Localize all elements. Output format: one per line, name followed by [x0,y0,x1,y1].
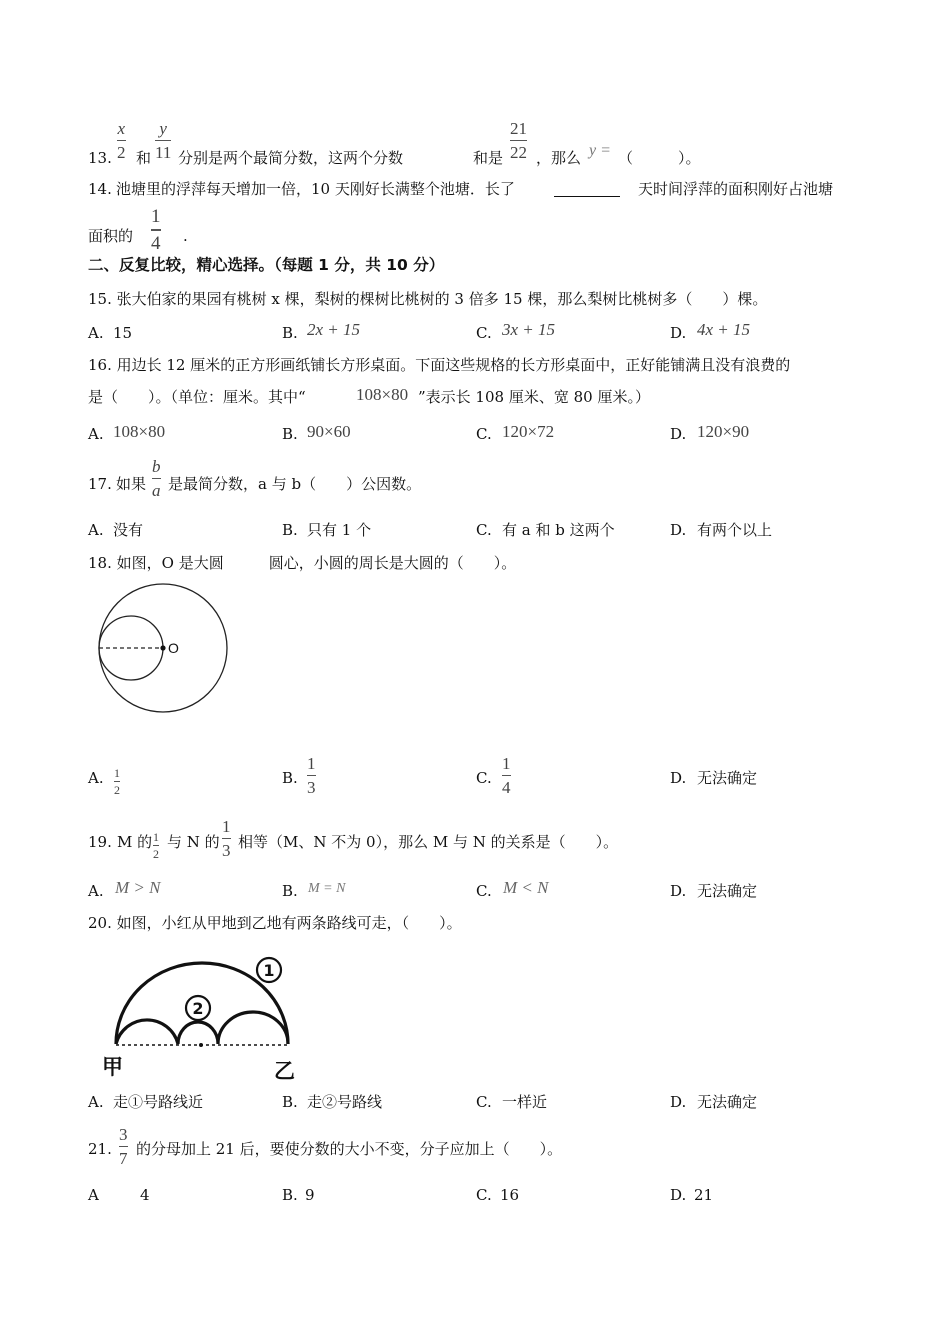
question-text: 如果 [116,475,147,493]
circles-figure [96,582,236,718]
option-label: B. [282,324,298,342]
question-text: 面积的 [88,227,134,245]
question-stem: 16. 用边长 12 厘米的正方形画纸铺长方形桌面。下面这些规格的长方形桌面中，正好能铺满且没有浪费的 [88,356,791,374]
option-value: 走②号路线 [307,1093,383,1111]
option-label: D. [670,882,687,900]
fraction-21-over-22: 21 22 [510,119,527,162]
option-value: 108×80 [113,422,166,441]
option-label: D. [670,324,687,342]
connector-text: 和 [136,149,152,167]
option-label: C. [476,769,492,787]
fraction-1-over-2: 1 2 [114,766,120,797]
route-2-label: 2 [192,999,204,1018]
fraction-1-over-2: 1 2 [153,830,159,861]
option-label: A. [88,769,104,787]
option-label: B. [282,882,298,900]
route-1-label: 1 [263,961,275,980]
center-label: O [168,640,179,656]
option-value: M > N [115,878,161,897]
option-label: B. [282,425,298,443]
question-stem: 是（ ）。（单位：厘米。其中“ [88,388,306,406]
option-label: C. [476,324,492,342]
end-label: 乙 [274,1059,295,1082]
question-text: ，那么 [536,149,582,167]
option-value: 120×72 [502,422,555,441]
option-label: A. [88,1093,104,1111]
option-value: 无法确定 [697,1093,758,1111]
option-label: D. [670,521,687,539]
option-value: M < N [503,878,549,897]
question-text: 的分母加上 21 后，要使分数的大小不变，分子应加上（ ）。 [136,1140,563,1158]
option-label: A [88,1186,99,1204]
fraction-3-over-7: 3 7 [119,1125,128,1168]
question-number: 21. [88,1140,112,1158]
option-label: D. [670,1186,687,1204]
question-text: 池塘里的浮萍每天增加一倍，10 天刚好长满整个池塘．长了 [116,180,515,198]
option-label: B. [282,769,298,787]
fraction-b-over-a: b a [152,457,161,500]
question-text: 是最简分数，a 与 b（ ）公因数。 [168,475,422,493]
option-value: 没有 [113,521,144,539]
question-text: M 的 [117,833,153,851]
question-number: 14. [88,180,112,198]
question-text: 与 N 的 [167,833,220,851]
option-label: D. [670,1093,687,1111]
answer-parenthesis: （ ）。 [618,149,701,167]
center-point [160,645,165,650]
period: . [183,227,188,245]
option-value: 90×60 [307,422,351,441]
question-stem: 18. 如图，O 是大圆 圆心，小圆的周长是大圆的（ ）。 [88,554,517,572]
question-stem: 15. 张大伯家的果园有桃树 x 棵，梨树的棵树比桃树的 3 倍多 15 棵，那么梨树比桃树多（ ）棵。 [88,290,768,308]
math-expression: y = [589,142,611,159]
option-value: 16 [500,1186,520,1204]
option-label: B. [282,1186,298,1204]
fraction-1-over-4: 1 4 [151,206,161,254]
fraction-1-over-3: 1 3 [307,754,316,797]
question-number: 19. [88,833,112,851]
option-value: 4x + 15 [697,320,751,339]
option-value: 15 [113,324,133,342]
option-value: M = N [308,881,346,896]
option-label: D. [670,769,687,787]
option-label: A. [88,521,104,539]
option-label: B. [282,521,298,539]
option-value: 4 [140,1186,150,1204]
question-text: 相等（M、N 不为 0），那么 M 与 N 的关系是（ ）。 [238,833,619,851]
option-label: C. [476,882,492,900]
option-value: 无法确定 [697,769,758,787]
answer-blank[interactable] [554,182,620,200]
option-value: 有 a 和 b 这两个 [502,521,615,539]
question-stem: ”表示长 108 厘米、宽 80 厘米。） [418,388,650,406]
option-value: 120×90 [697,422,750,441]
option-value: 一样近 [502,1093,548,1111]
routes-figure [100,950,300,1082]
fraction-1-over-3: 1 3 [222,817,231,860]
option-value: 有两个以上 [697,521,773,539]
option-value: 21 [694,1186,714,1204]
option-label: C. [476,521,492,539]
option-value: 3x + 15 [502,320,556,339]
option-label: C. [476,1093,492,1111]
fraction-x-over-2: x 2 [117,119,126,162]
option-value: 只有 1 个 [307,521,372,539]
option-value: 9 [305,1186,315,1204]
math-expression: 108×80 [356,385,409,404]
option-value: 走①号路线近 [113,1093,204,1111]
question-text: 分别是两个最简分数，这两个分数 [178,149,404,167]
option-label: C. [476,1186,492,1204]
option-label: A. [88,882,104,900]
question-text: 天时间浮萍的面积刚好占池塘 [638,180,834,198]
start-label: 甲 [102,1055,123,1079]
option-label: A. [88,425,104,443]
option-label: B. [282,1093,298,1111]
option-label: C. [476,425,492,443]
option-label: D. [670,425,687,443]
fraction-y-over-11: y 11 [155,119,172,162]
section-heading: 二、反复比较，精心选择。（每题 1 分，共 10 分） [88,256,445,274]
option-value: 2x + 15 [307,320,361,339]
question-stem: 20. 如图，小红从甲地到乙地有两条路线可走，（ ）。 [88,914,462,932]
question-text: 和是 [473,149,504,167]
question-number: 17. [88,475,112,493]
option-label: A. [88,324,104,342]
fraction-1-over-4: 1 4 [502,754,511,797]
option-value: 无法确定 [697,882,758,900]
question-number: 13. [88,149,112,167]
base-midpoint [199,1043,203,1047]
